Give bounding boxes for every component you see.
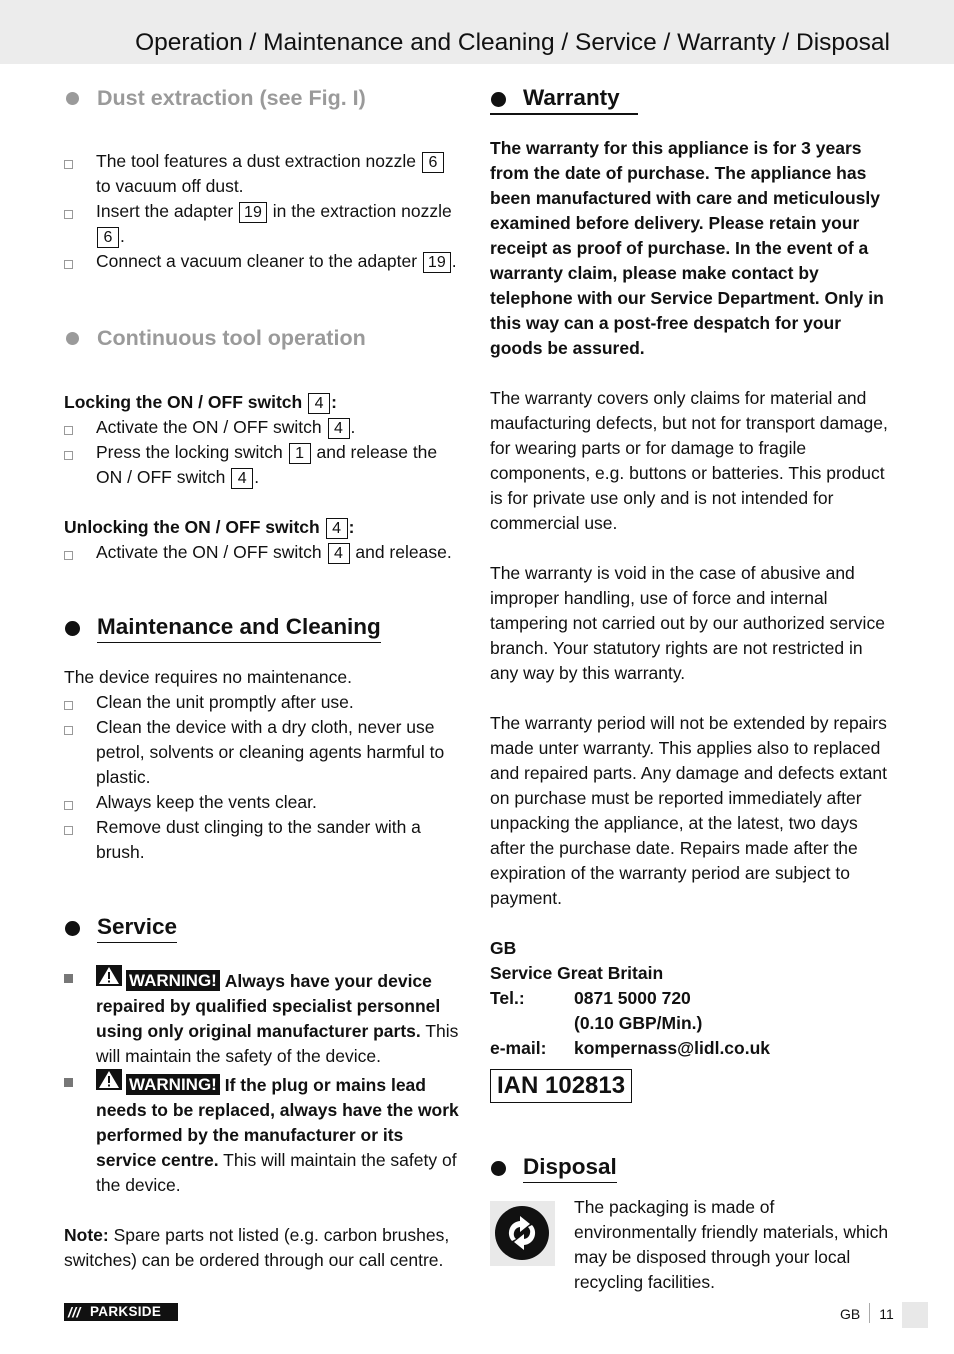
email-address: kompernass@lidl.co.uk <box>574 1038 771 1058</box>
footer-page-info <box>840 1302 894 1326</box>
subheading-unlocking: Unlocking the ON / OFF switch 4 : <box>64 517 355 537</box>
part-number: 1 <box>289 443 311 464</box>
list-item: Clean the unit promptly after use. <box>64 690 464 715</box>
part-number: 4 <box>326 518 348 539</box>
bullet-dot-icon <box>65 921 80 936</box>
list-item: Remove dust clinging to the sander with a brush. <box>64 815 464 865</box>
heading-text: Warranty <box>523 84 620 114</box>
logo-stripes-icon: /// <box>68 1304 81 1320</box>
list-item: Activate the ON / OFF switch 4 and release. <box>64 540 464 565</box>
part-number: 19 <box>423 252 451 273</box>
checkbox-bullet-icon <box>64 210 73 219</box>
page-title: Operation / Maintenance and Cleaning / Service / Warranty / Disposal <box>135 29 890 56</box>
warning-label: WARNING! <box>126 1074 220 1095</box>
left-column <box>64 84 464 1273</box>
checkbox-bullet-icon <box>64 426 73 435</box>
checkbox-bullet-icon <box>64 826 73 835</box>
part-number: 6 <box>97 227 119 248</box>
warning-triangle-icon <box>96 1069 122 1090</box>
heading-text: Dust extraction (see Fig. I) <box>97 86 366 110</box>
list-item: The tool features a dust extraction nozzle 6 to vacuum off dust. <box>64 149 464 199</box>
language-code: GB <box>840 1306 861 1322</box>
part-number: 4 <box>308 393 330 414</box>
bullet-dot-icon <box>491 92 506 107</box>
warning-item: WARNING! If the plug or mains lead needs to be replaced, always have the work performed by the manufacturer or its service centre. This will maintain the safety of the device. <box>64 1069 464 1198</box>
list-item: Always keep the vents clear. <box>64 790 464 815</box>
warning-item: WARNING! Always have your device repaired by qualified specialist personnel using only original manufacturer parts. This will maintain the safety of the device. <box>64 965 464 1069</box>
checkbox-bullet-icon <box>64 726 73 735</box>
right-column <box>490 84 890 1292</box>
parkside-logo: /// PARKSIDE <box>64 1303 178 1321</box>
checkbox-bullet-icon <box>64 801 73 810</box>
ian-number-box: IAN 102813 <box>490 1069 632 1103</box>
subheading-locking: Locking the ON / OFF switch 4 : <box>64 392 337 412</box>
section-heading-service <box>64 913 464 945</box>
checkbox-bullet-icon <box>64 160 73 169</box>
bullet-dot-icon <box>66 332 79 345</box>
contact-details: Tel.: 0871 5000 720 (0.10 GBP/Min.) e-mail: kompernass@lidl.co.uk <box>490 986 890 1061</box>
part-number: 4 <box>328 418 350 439</box>
part-number: 6 <box>422 152 444 173</box>
heading-text: Continuous tool operation <box>97 326 366 350</box>
warranty-paragraph: The warranty is void in the case of abusive and improper handling, use of force and internal tampering not carried out by our authorized service branch. Your statutory rights are not restricted in any way by this warranty. <box>490 563 885 683</box>
checkbox-bullet-icon <box>64 551 73 560</box>
bullet-dot-icon <box>66 92 79 105</box>
call-rate: (0.10 GBP/Min.) <box>574 1013 703 1033</box>
service-name: Service Great Britain <box>490 963 664 983</box>
list-item: Insert the adapter 19 in the extraction nozzle 6 . <box>64 199 464 249</box>
section-heading-warranty <box>490 84 890 116</box>
page-tab-marker <box>902 1302 928 1328</box>
bullet-dot-icon <box>65 621 80 636</box>
warranty-bold-paragraph: The warranty for this appliance is for 3 years from the date of purchase. The appliance has been manufactured with care and meticulously examined before delivery. Please retain your receipt as proof of purchase. In the event of a warranty claim, please make contact by telephone with our Service Department. Only in this way can a post-free despatch for your goods be assured. <box>490 138 884 358</box>
square-bullet-icon <box>64 974 73 983</box>
disposal-text: The packaging is made of environmentally friendly materials, which may be disposed through your local recycling facilities. <box>574 1197 889 1292</box>
section-heading-continuous <box>64 324 464 352</box>
checkbox-bullet-icon <box>64 701 73 710</box>
bullet-dot-icon <box>491 1161 506 1176</box>
part-number: 4 <box>231 468 253 489</box>
service-country: GB <box>490 938 517 958</box>
heading-text: Service <box>97 913 177 943</box>
maintenance-intro: The device requires no maintenance. <box>64 667 352 687</box>
part-number: 4 <box>328 543 350 564</box>
heading-text: Disposal <box>523 1153 617 1183</box>
section-heading-maintenance <box>64 613 464 645</box>
page-number: 11 <box>879 1306 894 1322</box>
disposal-block <box>490 1197 890 1292</box>
square-bullet-icon <box>64 1078 73 1087</box>
warranty-paragraph: The warranty period will not be extended by repairs made unter warranty. This applies also to replaced and repaired parts. Any damage and defects extant on purchase must be reported immediately after unpacking the appliance, at the latest, two days after the purchase date. Repairs made after the expiration of the warranty period are subject to payment. <box>490 713 887 908</box>
footer-divider <box>869 1303 870 1323</box>
list-item: Clean the device with a dry cloth, never use petrol, solvents or cleaning agents harmful to plastic. <box>64 715 449 790</box>
checkbox-bullet-icon <box>64 260 73 269</box>
list-item: Press the locking switch 1 and release the ON / OFF switch 4 . <box>64 440 464 490</box>
heading-text: Maintenance and Cleaning <box>97 613 381 643</box>
header-bar <box>0 0 954 64</box>
part-number: 19 <box>239 202 267 223</box>
section-heading-dust <box>64 84 464 112</box>
service-note: Note: Spare parts not listed (e.g. carbon brushes, switches) can be ordered through our call centre. <box>64 1225 450 1270</box>
warning-label: WARNING! <box>126 970 220 991</box>
warranty-paragraph: The warranty covers only claims for material and maufacturing defects, but not for transport damage, for wearing parts or for damage to fragile components, e.g. buttons or batteries. This product is for private use only and is not intended for commercial use. <box>490 388 888 533</box>
list-item: Activate the ON / OFF switch 4 . <box>64 415 464 440</box>
heading-rule <box>490 113 638 115</box>
recycle-icon <box>490 1201 555 1266</box>
phone-number: 0871 5000 720 <box>574 988 691 1008</box>
checkbox-bullet-icon <box>64 451 73 460</box>
section-heading-disposal <box>490 1153 890 1185</box>
warning-triangle-icon <box>96 965 122 986</box>
list-item: Connect a vacuum cleaner to the adapter 19 . <box>64 249 464 274</box>
